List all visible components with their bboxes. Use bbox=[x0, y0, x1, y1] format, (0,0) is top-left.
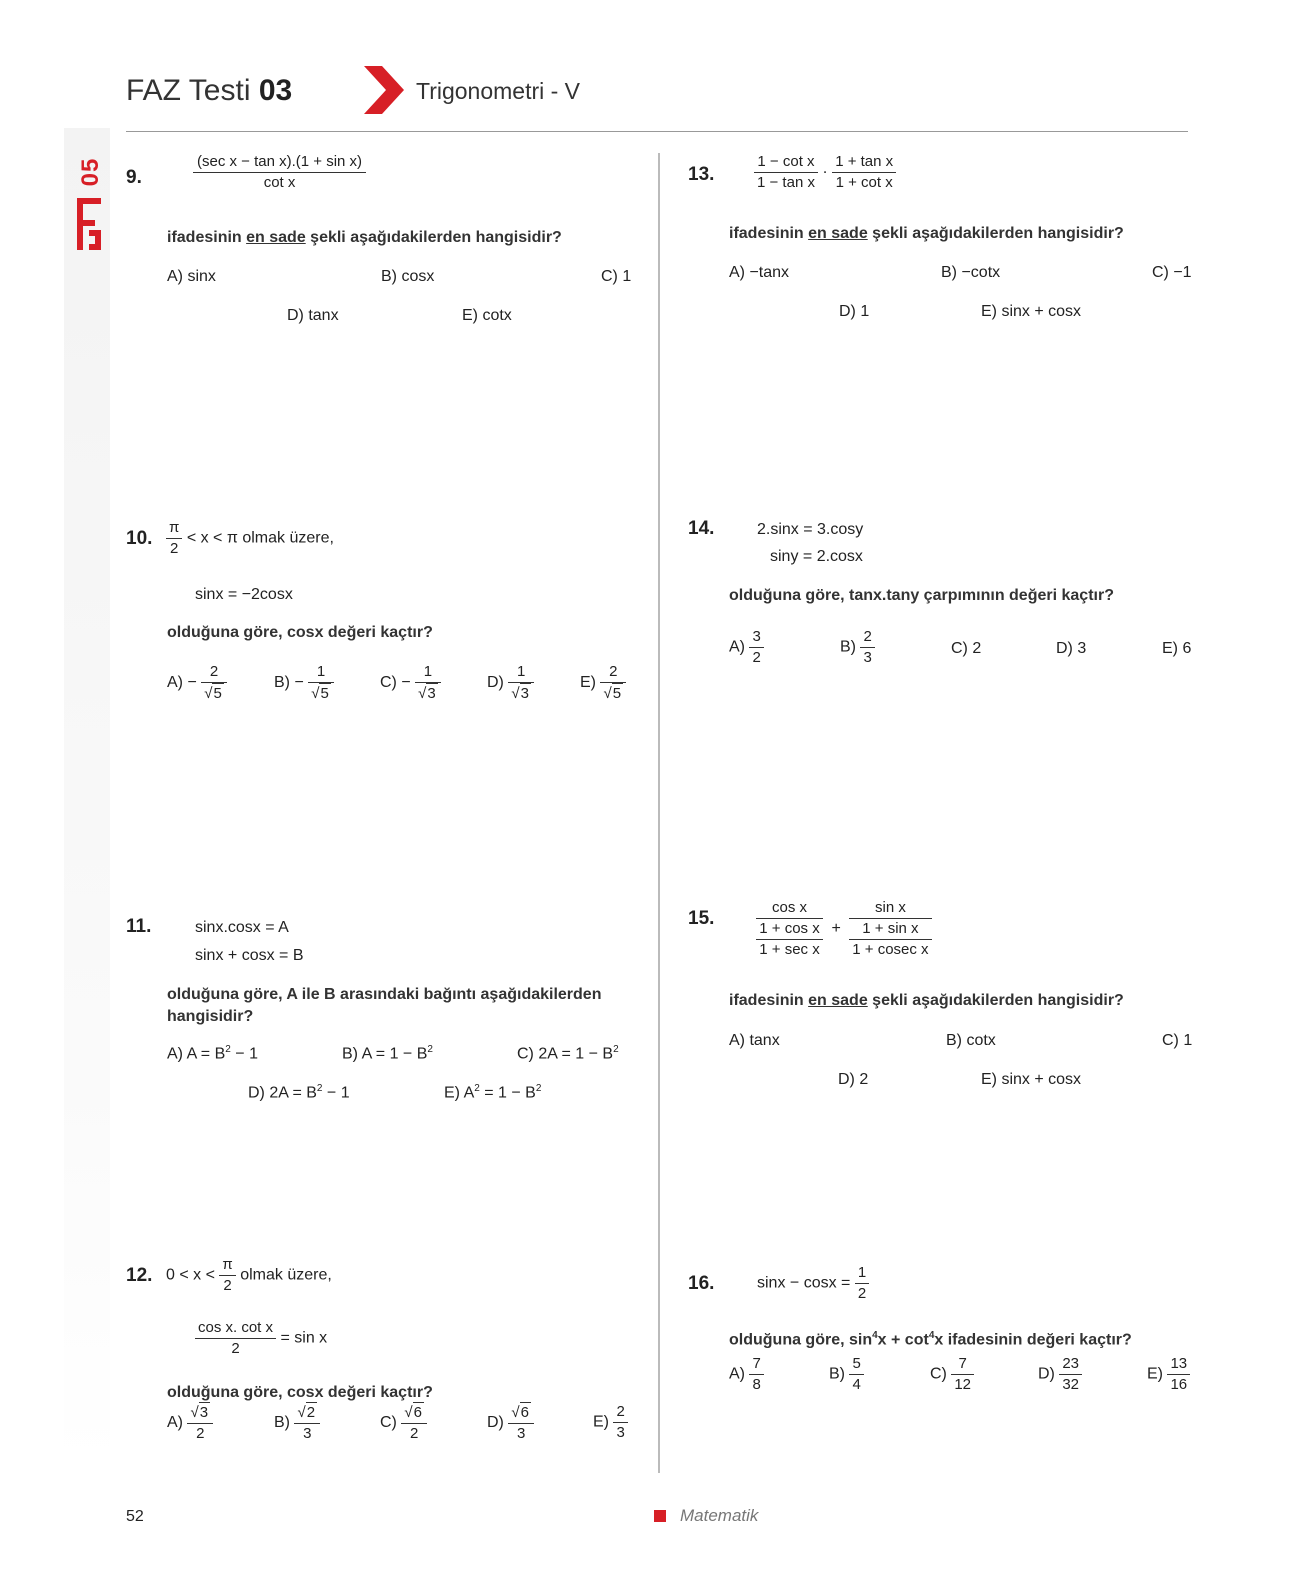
option-c[interactable]: C) −1 bbox=[1152, 264, 1192, 281]
option-c[interactable]: C) $\frac{√6}{2}$ bbox=[380, 1402, 427, 1444]
q15-expression: cos x 1 + cos x 1 + sec x + sin x 1 + sin x 1 + cosec x bbox=[756, 898, 932, 960]
option-d[interactable]: D) 3 bbox=[1056, 640, 1087, 657]
option-b[interactable]: B) cosx bbox=[381, 268, 435, 285]
column-divider bbox=[658, 153, 660, 1473]
option-c[interactable]: C) $2A = 1 - B^2$ bbox=[517, 1044, 619, 1063]
q10-equation: sinx = −2cosx bbox=[195, 586, 293, 603]
q12-equation: $\frac{\text{cos x. cot x}}{2}$ = sin x bbox=[195, 1318, 327, 1359]
q14-eq2: siny = 2.cosx bbox=[770, 548, 863, 565]
option-e[interactable]: E) cotx bbox=[462, 307, 512, 324]
option-d[interactable]: D) $\frac{1}{√3}$ bbox=[487, 662, 534, 704]
option-c[interactable]: C) 1 bbox=[601, 268, 632, 285]
page-subtitle: Trigonometri - V bbox=[416, 78, 581, 104]
q12-stem: olduğuna göre, cosx değeri kaçtır? bbox=[167, 1384, 433, 1401]
q11-eq2: sinx + cosx = B bbox=[195, 947, 304, 964]
option-e[interactable]: E) 6 bbox=[1162, 640, 1192, 657]
q13-stem: ifadesinin en sade şekli aşağıdakilerden hangisidir? bbox=[729, 225, 1124, 242]
chevron-right-icon bbox=[364, 66, 404, 114]
option-a[interactable]: A) $\frac{3}{2}$ bbox=[729, 627, 764, 668]
q11-eq1: sinx.cosx = A bbox=[195, 919, 289, 936]
q10-stem: olduğuna göre, cosx değeri kaçtır? bbox=[167, 624, 433, 641]
q12-condition: 0 < x < $\frac{\pi}{2}$ olmak üzere, bbox=[166, 1256, 332, 1294]
option-e[interactable]: E) $\frac{2}{3}$ bbox=[593, 1402, 628, 1443]
option-a[interactable]: A) tanx bbox=[729, 1032, 780, 1049]
option-b[interactable]: B) $\frac{2}{3}$ bbox=[840, 627, 875, 668]
footer-square-icon bbox=[654, 1510, 666, 1522]
option-a[interactable]: A) sinx bbox=[167, 268, 216, 285]
option-d[interactable]: D) 2 bbox=[838, 1071, 869, 1088]
q13-expression: $\frac{\text{1 − cot x}}{\text{1 − tan x}}$ · $\frac{\text{1 + tan x}}{\text{1 + cot x}}$ bbox=[754, 152, 896, 193]
option-c[interactable]: C) 1 bbox=[1162, 1032, 1193, 1049]
sidebar-strip bbox=[64, 128, 110, 1468]
q15-stem: ifadesinin en sade şekli aşağıdakilerden hangisidir? bbox=[729, 992, 1124, 1009]
option-e[interactable]: E) $A^2 = 1 - B^2$ bbox=[444, 1083, 542, 1102]
option-d[interactable]: D) 1 bbox=[839, 303, 870, 320]
option-a[interactable]: A) $A = B^2 - 1$ bbox=[167, 1044, 258, 1063]
option-c[interactable]: C) $\frac{7}{12}$ bbox=[930, 1354, 974, 1395]
footer-subject: Matematik bbox=[680, 1506, 759, 1525]
q11-stem-2: hangisidir? bbox=[167, 1008, 254, 1025]
q9-expression: (sec x − tan x).(1 + sin x) cot x bbox=[193, 152, 366, 193]
option-a[interactable]: A) −tanx bbox=[729, 264, 790, 281]
option-d[interactable]: D) $\frac{23}{32}$ bbox=[1038, 1354, 1082, 1395]
option-e[interactable]: E) sinx + cosx bbox=[981, 1071, 1082, 1088]
option-b[interactable]: B) −cotx bbox=[941, 264, 1001, 281]
option-b[interactable]: B) $\frac{√2}{3}$ bbox=[274, 1402, 320, 1444]
option-a[interactable]: A) − $\frac{2}{√5}$ bbox=[167, 662, 227, 704]
option-d[interactable]: D) $2A = B^2 - 1$ bbox=[248, 1083, 350, 1102]
q16-stem: olduğuna göre, $\sin^4x + \cot^4x$ ifadesinin değeri kaçtır? bbox=[729, 1330, 1132, 1349]
option-b[interactable]: B) $A = 1 - B^2$ bbox=[342, 1044, 433, 1063]
q14-stem: olduğuna göre, tanx.tany çarpımının değeri kaçtır? bbox=[729, 587, 1114, 604]
option-c[interactable]: C) 2 bbox=[951, 640, 982, 657]
option-e[interactable]: E) $\frac{13}{16}$ bbox=[1147, 1354, 1190, 1395]
q14-eq1: 2.sinx = 3.cosy bbox=[757, 521, 864, 538]
q16-equation: sinx − cosx = $\frac{1}{2}$ bbox=[757, 1263, 869, 1304]
option-a[interactable]: A) $\frac{7}{8}$ bbox=[729, 1354, 764, 1395]
option-b[interactable]: B) cotx bbox=[946, 1032, 996, 1049]
q10-condition: $\frac{\pi}{2}$ < x < π olmak üzere, bbox=[166, 518, 334, 559]
faz-logo-icon bbox=[75, 198, 103, 250]
q11-stem-1: olduğuna göre, A ile B arasındaki bağıntı aşağıdakilerden bbox=[167, 986, 602, 1003]
option-c[interactable]: C) − $\frac{1}{√3}$ bbox=[380, 662, 441, 704]
q9-stem: ifadesinin en sade şekli aşağıdakilerden hangisidir? bbox=[167, 229, 562, 246]
faz-side-tag bbox=[75, 148, 103, 258]
option-b[interactable]: B) $\frac{5}{4}$ bbox=[829, 1354, 864, 1395]
option-d[interactable]: D) $\frac{√6}{3}$ bbox=[487, 1402, 534, 1444]
page-number: 52 bbox=[126, 1508, 144, 1525]
option-e[interactable]: E) sinx + cosx bbox=[981, 303, 1082, 320]
side-number: 05 bbox=[77, 157, 104, 187]
page-title: FAZ Testi 03 bbox=[126, 74, 293, 107]
option-d[interactable]: D) tanx bbox=[287, 307, 339, 324]
option-a[interactable]: A) $\frac{√3}{2}$ bbox=[167, 1402, 213, 1444]
option-b[interactable]: B) − $\frac{1}{√5}$ bbox=[274, 662, 334, 704]
header-divider bbox=[126, 131, 1188, 132]
option-e[interactable]: E) $\frac{2}{√5}$ bbox=[580, 662, 626, 704]
